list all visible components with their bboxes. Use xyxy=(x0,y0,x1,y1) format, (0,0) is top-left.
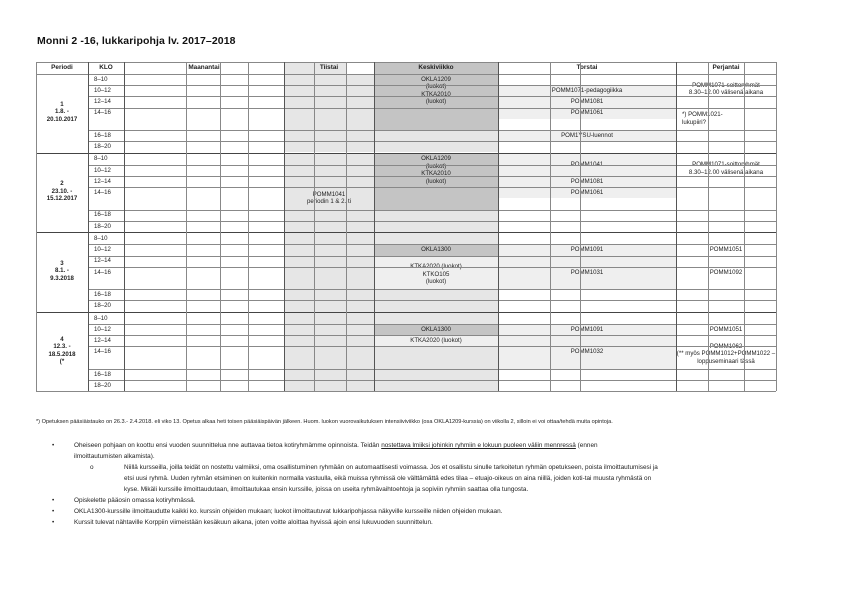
thursday-entry: POMM1031 xyxy=(570,268,604,276)
friday-entry xyxy=(682,111,746,126)
grid-line xyxy=(88,176,776,177)
time-slot: 16–18 xyxy=(94,211,111,219)
grid-line xyxy=(88,335,776,336)
bullet-icon: • xyxy=(52,442,55,449)
period-dates2: 9.3.2018 xyxy=(50,274,74,282)
time-slot: 18–20 xyxy=(94,222,111,230)
grid-line xyxy=(88,300,776,301)
time-slot: 14–16 xyxy=(94,189,111,196)
friday-entry: POMM1051 xyxy=(709,246,743,254)
thursday-entry: POMM1091 xyxy=(570,325,604,333)
friday-entry-line: 8.30–12.00 välisenä aikana xyxy=(688,89,764,97)
period-dates: 1.8. - xyxy=(55,108,69,116)
header-day-2: Keskiviikko xyxy=(418,64,454,72)
grid-line xyxy=(88,289,776,290)
friday-entry: POMM1092 xyxy=(709,268,743,276)
time-slot: 8–10 xyxy=(94,314,108,322)
tuesday-entry-line: periodin 1 & 2. ti xyxy=(306,198,352,206)
grid-line xyxy=(88,267,776,268)
grid-line xyxy=(88,96,776,97)
grid-line xyxy=(88,324,776,325)
bullet-icon: • xyxy=(52,497,55,504)
grid-line xyxy=(220,62,221,391)
wednesday-entry: KTKA2020 (luokot) xyxy=(410,337,462,345)
grid-line xyxy=(88,369,776,370)
instructions-list xyxy=(52,440,792,528)
header-day-3: Torstai xyxy=(576,64,598,72)
grid-line xyxy=(36,62,776,63)
period-separator xyxy=(36,232,776,233)
grid-line xyxy=(186,62,187,391)
time-slot: 12–14 xyxy=(94,98,111,106)
period-label xyxy=(36,180,88,203)
time-slot: 14–16 xyxy=(94,268,111,276)
grid-line xyxy=(88,256,776,257)
friday-entry-line: POMM1071-soittoryhmät xyxy=(692,81,760,89)
column-separator xyxy=(498,62,499,391)
sub-bullet-icon: o xyxy=(90,464,94,471)
wednesday-entry-line: (luokot) xyxy=(425,177,447,185)
friday-entry-line: 8.30–12.00 välisenä aikana xyxy=(688,168,764,176)
bullet-text: Oheiseen pohjaan on koottu ensi vuoden suunnittelua nne auttavaa tietoa kotiryhmämme opinnoista. Teidän xyxy=(74,442,382,449)
bullet-text: etsi uusi ryhmä. Uuden ryhmän etsiminen on kuitenkin normalla vastuulla, eikä muissa ryhmissä ole välttämättä edes tilaa – etuajo-oikeus on aina niillä, joiden koti-tai muusta ryhmästä on xyxy=(124,475,652,482)
thursday-entry: POMM1091 xyxy=(570,246,604,254)
bullet-item xyxy=(52,506,792,517)
grid-line xyxy=(88,130,776,131)
period-dates: 12.3. - xyxy=(53,343,71,351)
period-num: 3 xyxy=(60,259,64,267)
grid-line xyxy=(88,108,776,109)
time-slot: 8–10 xyxy=(94,75,108,83)
time-slot: 12–14 xyxy=(94,257,111,265)
bullet-text: OKLA1300-kurssille ilmoittaudutte kaikki ko. kurssin ohjeiden mukaan; luokot ilmoittautuvat lukkaripohjassa näkyville kursseille niiden ohjeiden mukaan. xyxy=(74,508,503,515)
grid-line xyxy=(88,221,776,222)
time-slot: 14–16 xyxy=(94,109,111,117)
friday-entry-line: POMM1071-soittoryhmät xyxy=(692,161,760,169)
grid-line xyxy=(36,62,37,391)
friday-entry-line: (** myös POMM1012+POMM1022 – xyxy=(676,350,776,358)
wednesday-entry-line: OKLA1209 xyxy=(421,155,451,163)
period-num: 1 xyxy=(60,100,64,108)
period-dates2: 20.10.2017 xyxy=(46,115,78,123)
header-day-4: Perjantai xyxy=(712,64,740,72)
bullet-item xyxy=(52,440,792,462)
grid-line xyxy=(88,187,776,188)
time-slot: 18–20 xyxy=(94,143,111,150)
bullet-icon: • xyxy=(52,519,55,526)
time-slot: 10–12 xyxy=(94,246,111,254)
period-dates: 8.1. - xyxy=(55,267,69,275)
grid-line xyxy=(88,141,776,142)
grid-line xyxy=(88,346,776,347)
bullet-text: kyse. Mikäli kurssille ilmoittaudutaan, ilmoittautukaa ensin kurssille, joissa on useita ryhmävaihtoehtoja ja sopiviin ryhmiin saattaa olla tungosta. xyxy=(124,486,529,493)
period-num: 4 xyxy=(60,335,64,343)
friday-entry xyxy=(676,161,776,176)
wednesday-entry-line: KTKA2010 xyxy=(421,90,451,98)
period-separator xyxy=(36,153,776,154)
period-note: (* xyxy=(59,358,65,366)
time-slot: 10–12 xyxy=(94,325,111,333)
period-label xyxy=(36,101,88,124)
thursday-entry: POMM1081 xyxy=(570,177,604,185)
grid-line xyxy=(88,85,776,86)
friday-entry: POMM1051 xyxy=(709,325,743,333)
grid-line xyxy=(580,62,581,391)
wednesday-entry: OKLA1300 xyxy=(421,325,451,333)
tuesday-entry xyxy=(284,191,374,206)
footnote: *) Opetuksen pääsiäistauko on 26.3.- 2.4.2018. eli viko 13. Opetus alkaa heti toisen pääsiäispäivän jälkeen. Huom. luokon vuorovaikutuksen intensiiviviikko (osa OKLA1209-kurssia) on viikolla 2, silloin ei voi ottaa/tehdä muita opintoja. xyxy=(36,419,613,425)
header-day-1: Tiistai xyxy=(319,64,339,72)
grid-line xyxy=(776,62,777,391)
grid-line xyxy=(36,391,776,392)
sub-bullet-item xyxy=(52,462,792,495)
grid-line xyxy=(708,62,709,391)
grid-line xyxy=(314,62,315,391)
grid-line xyxy=(550,62,551,391)
thursday-entry: POMM1061 xyxy=(570,109,604,117)
friday-entry-line: POMM1062 xyxy=(709,342,743,350)
page-title: Monni 2 -16, lukkaripohja lv. 2017–2018 xyxy=(37,35,236,47)
column-separator xyxy=(88,62,89,391)
grid-line xyxy=(88,380,776,381)
wednesday-col xyxy=(374,313,498,324)
time-slot: 16–18 xyxy=(94,370,111,378)
period-label xyxy=(36,260,88,283)
grid-line xyxy=(346,62,347,391)
tuesday-entry-line: POMM1041 xyxy=(312,190,346,198)
bullet-item xyxy=(52,495,792,506)
time-slot: 16–18 xyxy=(94,131,111,139)
friday-entry xyxy=(676,82,776,97)
header-period: Periodi xyxy=(51,64,73,72)
bullet-item xyxy=(52,517,792,528)
thursday-entry: POMM1041 xyxy=(570,161,604,169)
bullet-icon: • xyxy=(52,508,55,515)
grid-line xyxy=(744,62,745,391)
header-klo: KLO xyxy=(99,64,113,72)
wednesday-entry-line: (luokot) xyxy=(425,162,447,170)
period-dates: 23.10. - xyxy=(51,187,73,195)
bullet-text: Niillä kursseilla, joilla teidät on nostettu valmiiksi, oma osallistuminen ryhmään on automaattisesti voimassa. Jos et osallistu sinulle tarkoitetun ryhmän opetukseen, poista ilmoittautumisesi ja xyxy=(124,464,658,471)
wednesday-col xyxy=(374,233,498,244)
column-separator xyxy=(124,62,125,391)
column-separator xyxy=(284,62,285,391)
period-separator xyxy=(36,312,776,313)
thursday-entry: POM1YSU-luennot xyxy=(561,131,613,139)
header-day-0: Maanantai xyxy=(188,64,220,72)
period-dates2: 18.5.2018 xyxy=(48,350,76,358)
time-slot: 18–20 xyxy=(94,381,111,389)
wednesday-entry-line: (luokot) xyxy=(425,98,447,106)
period-label xyxy=(36,336,88,366)
time-slot: 12–14 xyxy=(94,337,111,344)
time-slot: 12–14 xyxy=(94,177,111,185)
wednesday-entry-line: (luokot) xyxy=(425,278,447,286)
wednesday-entry: OKLA1300 xyxy=(421,246,451,254)
thursday-entry: POMM1061 xyxy=(570,189,604,197)
time-slot: 8–10 xyxy=(94,235,108,242)
period-num: 2 xyxy=(60,180,64,188)
column-separator xyxy=(676,62,677,391)
friday-entry-line: loppuseminaari tässä xyxy=(697,357,755,365)
grid-line xyxy=(36,74,776,75)
timetable xyxy=(36,62,776,417)
wednesday-entry-line: KTKA2010 xyxy=(421,170,451,178)
column-separator xyxy=(374,62,375,391)
thursday-entry: POMM1032 xyxy=(570,348,604,356)
time-slot: 8–10 xyxy=(94,155,108,163)
time-slot: 10–12 xyxy=(94,166,111,174)
grid-line xyxy=(88,165,776,166)
friday-entry-line: lukupiiri? xyxy=(682,118,707,126)
wednesday-entry-line: (luokot) xyxy=(425,83,447,91)
thursday-entry: POMM1081 xyxy=(570,98,604,106)
time-slot: 16–18 xyxy=(94,291,111,298)
wednesday-entry xyxy=(374,76,498,106)
thursday-entry: POMM1071-pedagogiikka xyxy=(551,87,623,95)
bullet-text: (ennen xyxy=(575,442,598,449)
time-slot: 18–20 xyxy=(94,302,111,310)
wednesday-entry-line: KTKO105 xyxy=(422,270,450,278)
period-dates2: 15.12.2017 xyxy=(46,195,78,203)
bullet-text: Opiskelette pääosin omassa kotiryhmässä. xyxy=(74,497,196,504)
wednesday-entry-line: KTKA2020 (luokot) xyxy=(410,263,462,271)
wednesday-entry xyxy=(374,155,498,185)
grid-line xyxy=(248,62,249,391)
time-slot: 10–12 xyxy=(94,87,111,94)
grid-line xyxy=(88,210,776,211)
wednesday-entry-line: OKLA1209 xyxy=(421,75,451,83)
bullet-underline: nostettava lmiiksi johinkin ryhmiin e lokuun puoleen väliin mennressä xyxy=(381,442,576,449)
bullet-text: ilmoittautumisten alkamista). xyxy=(74,453,155,460)
friday-entry-line: *) POMM1021- xyxy=(682,111,723,119)
time-slot: 14–16 xyxy=(94,348,111,356)
grid-line xyxy=(88,244,776,245)
bullet-text: Kurssit tulevat nähtaville Korppiin viimeistään kesäkuun aikana, joten voitte aloittaa hyvissä ajoin ensi lukuvuoden suunnittelun. xyxy=(74,519,433,526)
